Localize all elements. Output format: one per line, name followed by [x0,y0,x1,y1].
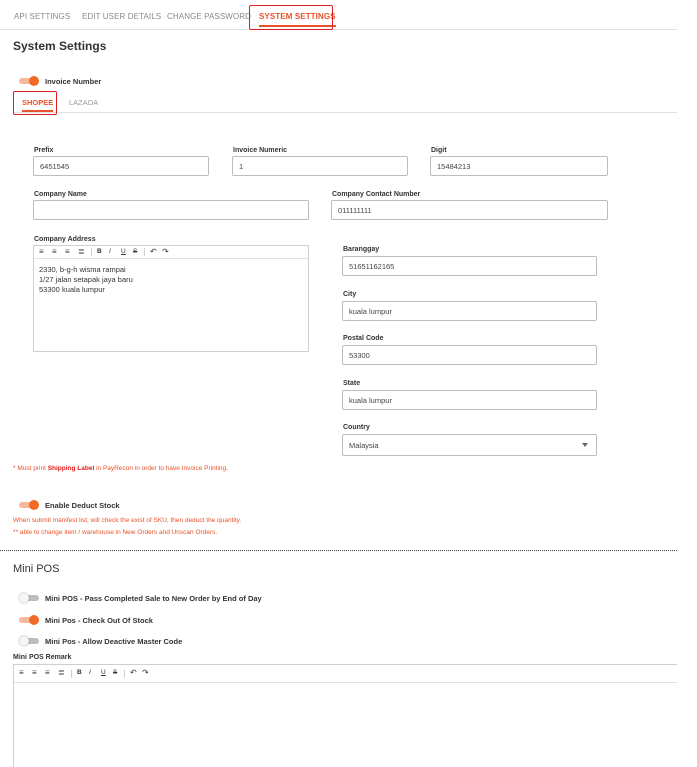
mini-pos-remark-label: Mini POS Remark [13,654,72,661]
strikethrough-icon[interactable]: S [133,248,138,255]
align-left-icon[interactable]: ≡ [19,668,24,677]
state-label: State [343,380,361,387]
redo-icon[interactable]: ↷ [162,247,169,256]
invoice-number-label: Invoice Number [45,77,102,86]
invoice-printing-note: * Must print Shipping Label in PayRecon in order to have Invoice Printing. [13,465,228,472]
align-left-icon[interactable]: ≡ [39,247,44,256]
settings-tab-bar [0,0,677,30]
company-name-label: Company Name [34,191,87,198]
bold-icon[interactable]: B [97,248,102,255]
page-title: System Settings [13,39,107,53]
company-address-label: Company Address [34,236,96,243]
remark-editor-toolbar [14,665,677,683]
tab-shopee[interactable]: SHOPEE [22,98,54,107]
city-input[interactable]: kuala lumpur [342,301,597,321]
bold-icon[interactable]: B [77,669,82,676]
company-name-input[interactable] [33,200,309,220]
digit-input[interactable]: 15484213 [430,156,608,176]
highlight-system-settings-tab [249,5,333,30]
country-select[interactable]: Malaysia [342,434,597,456]
italic-icon[interactable]: I [109,248,111,255]
mini-pos-check-stock-label: Mini Pos - Check Out Of Stock [45,616,153,625]
underline-icon[interactable]: U [101,669,106,676]
city-label: City [343,291,357,298]
company-address-editor[interactable] [33,245,309,352]
deduct-stock-label: Enable Deduct Stock [45,501,120,510]
justify-icon[interactable]: ≣ [78,247,85,256]
undo-icon[interactable]: ↶ [130,668,137,677]
barangay-input[interactable]: 51651162165 [342,256,597,276]
italic-icon[interactable]: I [89,669,91,676]
postal-code-input[interactable]: 53300 [342,345,597,365]
mini-pos-remark-editor[interactable] [13,664,677,767]
mini-pos-pass-sale-label: Mini POS - Pass Completed Sale to New Order by End of Day [45,594,262,603]
deduct-stock-note: When submit manifest list, will check the exist of SKU, then deduct the quantity. [13,517,242,524]
postal-code-label: Postal Code [343,335,384,342]
strikethrough-icon[interactable]: S [113,669,118,676]
highlight-shopee-tab [13,91,57,115]
underline-icon[interactable]: U [121,248,126,255]
justify-icon[interactable]: ≣ [58,668,65,677]
toolbar-separator [144,248,145,256]
tab-edit-user-details[interactable]: EDIT USER DETAILS [82,12,162,21]
invoice-number-toggle[interactable] [19,76,39,86]
company-contact-label: Company Contact Number [332,191,421,198]
company-contact-input[interactable]: 011111111 [331,200,608,220]
chevron-down-icon [582,443,588,447]
state-input[interactable]: kuala lumpur [342,390,597,410]
digit-label: Digit [431,147,447,154]
barangay-label: Baranggay [343,246,380,253]
prefix-label: Prefix [34,147,54,154]
align-right-icon[interactable]: ≡ [45,668,50,677]
mini-pos-pass-sale-toggle[interactable] [19,593,39,603]
invoice-numeric-input[interactable]: 1 [232,156,408,176]
align-right-icon[interactable]: ≡ [65,247,70,256]
tab-lazada[interactable]: LAZADA [69,98,99,107]
invoice-numeric-label: Invoice Numeric [233,147,288,154]
mini-pos-deactive-code-label: Mini Pos - Allow Deactive Master Code [45,637,183,646]
address-editor-toolbar [34,246,308,259]
tab-system-settings[interactable]: SYSTEM SETTINGS [259,12,336,21]
deduct-stock-note-2: ** able to change item / warehouse in New Orders and Unscan Orders. [13,529,218,536]
tab-api-settings[interactable]: API SETTINGS [14,12,71,21]
mini-pos-title: Mini POS [13,563,60,575]
company-address-text: 2330, b-g-h wisma rampai 1/27 jalan setapak jaya baru 53300 kuala lumpur [39,265,133,294]
tab-change-password[interactable]: CHANGE PASSWORD [167,12,252,21]
mini-pos-check-stock-toggle[interactable] [19,615,39,625]
deduct-stock-toggle[interactable] [19,500,39,510]
toolbar-separator [71,670,72,678]
mini-pos-deactive-code-toggle[interactable] [19,636,39,646]
toolbar-separator [124,670,125,678]
align-center-icon[interactable]: ≡ [52,247,57,256]
align-center-icon[interactable]: ≡ [32,668,37,677]
redo-icon[interactable]: ↷ [142,668,149,677]
prefix-input[interactable]: 6451545 [33,156,209,176]
section-divider [0,550,677,551]
toolbar-separator [91,248,92,256]
undo-icon[interactable]: ↶ [150,247,157,256]
country-label: Country [343,424,370,431]
marketplace-tab-divider [13,112,677,113]
